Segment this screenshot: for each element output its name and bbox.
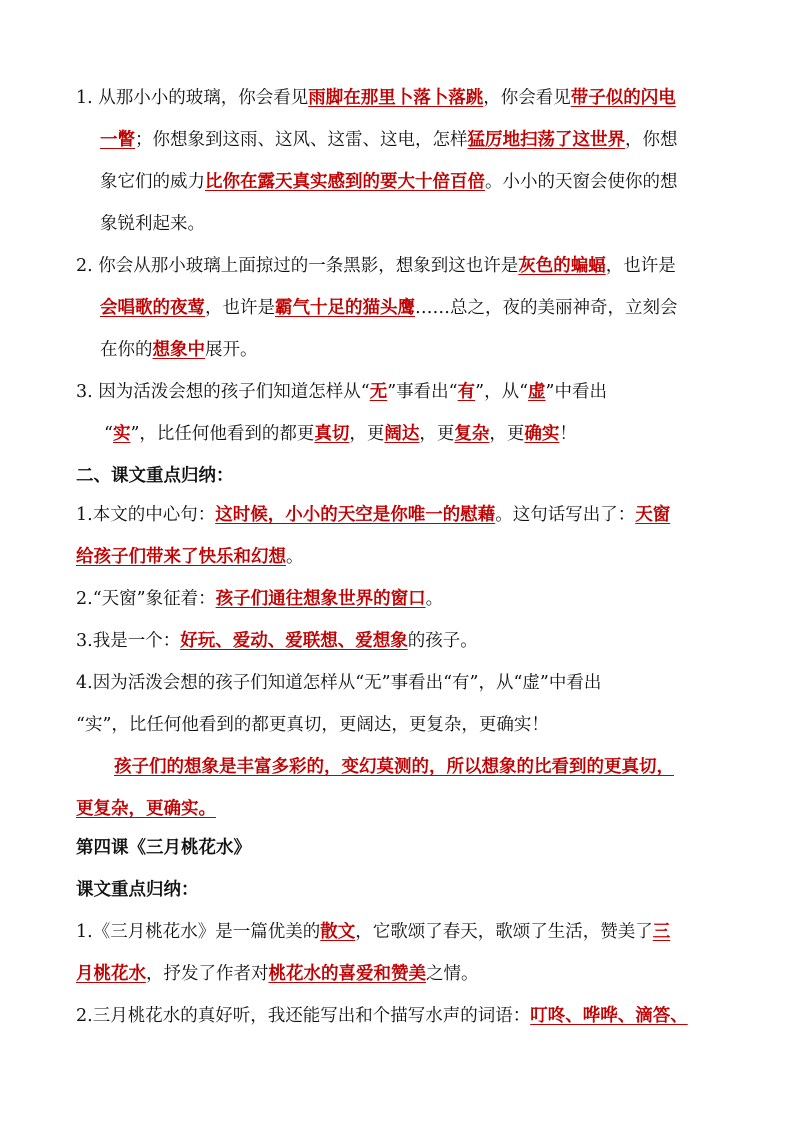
key-phrase: 想象中 xyxy=(152,340,205,360)
text-segment: 展开。 xyxy=(205,340,258,360)
text-line xyxy=(76,629,478,653)
key-phrase: 比你在露天真实感到的要大十倍百倍 xyxy=(205,172,485,192)
text-segment: 2.“天窗”象征着： xyxy=(76,589,216,609)
text-segment: ；你想象到这雨、这风、这雷、这电，怎样 xyxy=(135,130,468,150)
text-segment: “ xyxy=(104,424,113,444)
key-phrase: 孩子们通往想象世界的窗口 xyxy=(215,589,426,609)
key-phrase: 更复杂，更确实。 xyxy=(76,799,216,819)
text-segment: ”，从“ xyxy=(475,382,529,402)
text-segment: ”事看出“ xyxy=(387,382,458,402)
text-line xyxy=(100,338,258,362)
text-segment: ，更 xyxy=(349,424,385,444)
text-line xyxy=(76,587,443,611)
text-segment: ，也许是 xyxy=(605,256,676,276)
key-phrase: 阔达 xyxy=(384,424,420,444)
key-phrase: 月桃花水 xyxy=(76,964,146,984)
text-segment: 2.三月桃花水的真好听，我还能写出和个描写水声的词语： xyxy=(76,1006,531,1026)
text-segment: 1.本文的中心句： xyxy=(76,505,216,525)
text-segment: ”中看出 xyxy=(545,382,607,402)
text-segment: ，你会看见 xyxy=(483,88,571,108)
text-line xyxy=(76,1004,688,1028)
key-phrase: 给孩子们带来了快乐和幻想 xyxy=(76,547,286,567)
text-segment: 。小小的天窗会使你的想 xyxy=(485,172,678,192)
key-phrase: 有 xyxy=(457,382,476,402)
text-line xyxy=(76,86,676,110)
key-phrase: 霸气十足的猫头鹰 xyxy=(275,298,415,318)
text-segment: ，更 xyxy=(489,424,525,444)
text-segment: ，抒发了作者对 xyxy=(146,964,269,984)
key-phrase: 确实 xyxy=(524,424,560,444)
text-line xyxy=(76,545,304,569)
text-segment: 1. 从那小小的玻璃，你会看见 xyxy=(76,88,309,108)
key-phrase: 带子似的闪电 xyxy=(570,88,676,108)
text-segment: ，它歌颂了春天，歌颂了生活，赞美了 xyxy=(355,922,653,942)
text-line xyxy=(76,464,234,488)
text-line xyxy=(100,170,678,194)
text-segment: 。 xyxy=(286,547,304,567)
text-segment: 的孩子。 xyxy=(407,631,478,651)
text-line xyxy=(76,254,676,278)
text-segment: 课文重点归纳： xyxy=(76,880,199,900)
text-segment: ”，比任何他看到的都更 xyxy=(130,424,315,444)
text-segment: 3. 因为活泼会想的孩子们知道怎样从“ xyxy=(76,382,370,402)
text-segment: ，也许是 xyxy=(205,298,275,318)
text-line xyxy=(100,296,678,320)
key-phrase: 实 xyxy=(112,424,131,444)
text-line xyxy=(104,422,577,446)
text-line xyxy=(76,878,199,902)
key-phrase: 猛厉地扫荡了这世界 xyxy=(467,130,625,150)
text-line xyxy=(76,671,601,695)
text-line xyxy=(76,962,479,986)
text-line xyxy=(100,212,205,236)
key-phrase: 好玩、爱动、爱联想、爱想象 xyxy=(180,631,408,651)
key-phrase: 灰色的蝙蝠 xyxy=(518,256,606,276)
text-line xyxy=(114,755,674,779)
key-phrase: 叮咚、哗哗、滴答、 xyxy=(530,1006,688,1026)
text-segment: ，更 xyxy=(419,424,455,444)
text-segment: 3.我是一个： xyxy=(76,631,181,651)
text-line xyxy=(100,128,678,152)
text-segment: 4.因为活泼会想的孩子们知道怎样从“无”事看出“有”，从“虚”中看出 xyxy=(76,673,602,693)
text-line xyxy=(76,713,549,737)
text-line xyxy=(76,503,670,527)
key-phrase: 无 xyxy=(369,382,388,402)
text-segment: 象它们的威力 xyxy=(100,172,205,192)
key-phrase: 三 xyxy=(652,922,671,942)
text-segment: 二、课文重点归纳： xyxy=(76,466,234,486)
text-segment: 之情。 xyxy=(426,964,479,984)
text-segment: 象锐利起来。 xyxy=(100,214,205,234)
text-segment: 。这句话写出了： xyxy=(495,505,636,525)
text-segment: ……总之，夜的美丽神奇，立刻会 xyxy=(415,298,678,318)
text-segment: ，你想 xyxy=(625,130,678,150)
text-line xyxy=(76,920,670,944)
key-phrase: 复杂 xyxy=(454,424,490,444)
text-line xyxy=(76,836,251,860)
key-phrase: 散文 xyxy=(320,922,356,942)
key-phrase: 雨脚在那里卜落卜落跳 xyxy=(308,88,484,108)
key-phrase: 真切 xyxy=(314,424,350,444)
text-segment: “实”，比任何他看到的都更真切，更阔达，更复杂，更确实！ xyxy=(76,715,549,735)
key-phrase: 会唱歌的夜莺 xyxy=(100,298,205,318)
key-phrase: 一瞥 xyxy=(100,130,135,150)
text-segment: ！ xyxy=(559,424,577,444)
text-segment: 。 xyxy=(425,589,444,609)
key-phrase: 虚 xyxy=(528,382,546,402)
text-segment: 1.《三月桃花水》是一篇优美的 xyxy=(76,922,321,942)
text-segment: 在你的 xyxy=(100,340,153,360)
text-segment: 第四课《三月桃花水》 xyxy=(76,838,251,858)
text-line xyxy=(76,380,607,404)
key-phrase: 孩子们的想象是丰富多彩的，变幻莫测的，所以想象的比看到的更真切， xyxy=(114,757,674,777)
key-phrase: 天窗 xyxy=(635,505,671,525)
key-phrase: 这时候，小小的天空是你唯一的慰藉 xyxy=(215,505,496,525)
text-line xyxy=(76,797,216,821)
text-segment: 2. 你会从那小玻璃上面掠过的一条黑影，想象到这也许是 xyxy=(76,256,519,276)
key-phrase: 桃花水的喜爱和赞美 xyxy=(268,964,426,984)
